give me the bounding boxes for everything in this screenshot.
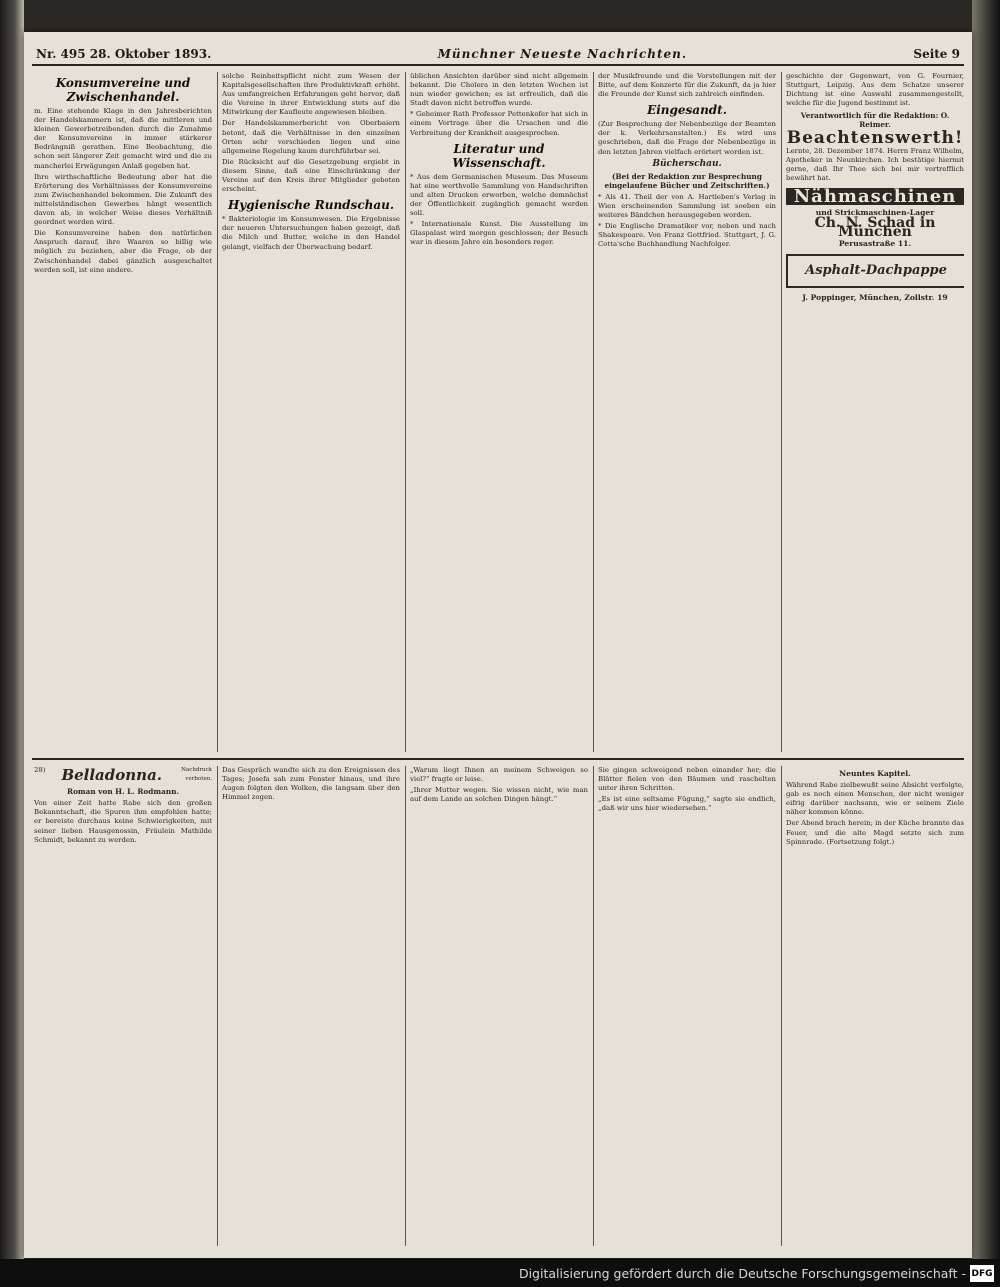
novel-paragraph: Von einer Zeit hatte Rabe sich den großen Bekanntschaft, die Spuren ihm empfohlen hatte; er bereiste durchaus keine Schwierigkeiten, mit seiner lieben Hausgenossin, Fräulein Mathilde Schmidt, bekannt zu werden. — [34, 799, 212, 844]
column-divider — [217, 72, 218, 752]
novel-column-1 — [34, 766, 212, 1246]
section-heading-hygiene: Hygienische Rundschau. — [227, 198, 395, 213]
novel-byline: Roman von H. L. Rodmann. — [67, 787, 179, 797]
article-paragraph: Der Handelskammerbericht von Oberbaiern betont, daß die Verhältnisse in den einzelnen Orten sehr verschieden liegen und eine allgemeine Regelung kaum durchführbar sei. — [222, 119, 400, 155]
section-heading-literature: Literatur und Wissenschaft. — [452, 141, 546, 170]
issue-date: Nr. 495 28. Oktober 1893. — [36, 47, 212, 61]
novel-paragraph: „Es ist eine seltsame Fügung,“ sagte sie endlich, „daß wir uns hier wiedersehen.“ — [598, 795, 776, 813]
section-note: (Bei der Redaktion zur Besprechung eingelaufene Bücher und Zeitschriften.) — [604, 171, 770, 190]
article-heading: Konsumvereine und Zwischenhandel. — [55, 76, 191, 104]
advertisement-heading: Beachtenswerth! — [786, 127, 964, 148]
chapter-heading: Neuntes Kapitel. — [839, 769, 911, 778]
column-2 — [222, 72, 400, 752]
article-paragraph: * Geheimer Rath Professor Pettenkofer hat sich in einem Vortrage über die Ursachen und die Verbreitung der Krankheit ausgesprochen. — [410, 110, 588, 137]
column-1 — [34, 72, 212, 752]
column-divider — [593, 72, 594, 752]
article-paragraph: * Die Englische Dramatiker vor, neben und nach Shakespeare. Von Franz Gottfried. Stuttgart, J. G. Cotta'sche Buchhandlung Nachfolger. — [598, 222, 776, 249]
sewing-machine-ad-line: und Strickmaschinen-Lager — [815, 208, 935, 218]
article-paragraph: solche Reinheitspflicht nicht zum Wesen der Kapitalsgesellschaften ihre Produktivkraft erhöht. Aus umfangreichen Erfahrungen geht hervor, daß die Vereine in ihrer Entwicklung stets auf die Mitwirkung der Kaufleute angewiesen bleiben. — [222, 72, 400, 117]
column-divider — [781, 766, 782, 1246]
article-paragraph: Die Rücksicht auf die Gesetzgebung ergiebt in diesem Sinne, daß eine Einschränkung der Vereine auf den Kreis ihrer Mitglieder geboten erscheint. — [222, 157, 400, 194]
sewing-machine-ad-address: Perusastraße 11. — [838, 239, 912, 249]
novel-paragraph: Sie gingen schweigend neben einander her; die Blätter fielen von den Bäumen und raschelten unter ihren Schritten. — [598, 766, 776, 793]
asphalt-roofing-ad-merchant: J. Poppinger, München, Zollstr. 19 — [802, 292, 948, 302]
dfg-logo-icon: DFG — [970, 1265, 994, 1282]
sewing-machine-ad-banner: Nähmaschinen — [786, 188, 964, 205]
article-paragraph: Ihre wirthschaftliche Bedeutung aber hat die Erörterung des Verhältnisses der Konsumvereine zum Zwischenhandel bekommen. Die Zukunft des mittelständischen Gewerbes hängt wesentlich davon ab, in welcher Weise dieses Verhältniß geordnet werden wird. — [34, 172, 212, 227]
column-divider — [217, 766, 218, 1246]
section-heading-buecherschau: Bücherschau. — [652, 158, 722, 169]
asphalt-roofing-ad-banner: Asphalt-Dachpappe — [786, 254, 964, 288]
article-paragraph: * Als 41. Theil der von A. Hartleben's Verlag in Wien erscheinenden Sammlung ist soeben ein weiteres Bändchen herausgegeben worden. — [598, 192, 776, 220]
book-spine-left — [0, 0, 24, 1287]
column-divider — [405, 72, 406, 752]
article-paragraph: * Bakteriologie im Konsumwesen. Die Ergebnisse der neueren Untersuchungen haben gezeigt, daß die Milch und Butter, welche in den Handel gelangt, vielfach der Überwachung bedarf. — [222, 215, 400, 251]
article-paragraph: * Aus dem Germanischen Museum. Das Museum hat eine werthvolle Sammlung von Handschriften und alten Drucken erworben, welche demnächst der Öffentlichkeit zugänglich gemacht werden soll. — [410, 172, 588, 218]
novel-column-4 — [598, 766, 776, 1246]
article-paragraph: geschichte der Gegenwart, von G. Fournier, Stuttgart, Leipzig. Aus dem Schatze unserer Dichtung ist eine Auswahl zusammengestellt, welche für die Jugend bestimmt ist. — [786, 72, 964, 108]
installment-number: 28) — [34, 766, 46, 774]
article-paragraph: Die Konsumvereine haben den natürlichen Anspruch darauf, ihre Waaren so billig wie möglich zu beziehen, aber die Frage, ob der Zwischenhandel dabei gänzlich ausgeschaltet werden soll, ist eine andere. — [34, 229, 212, 274]
article-paragraph: (Zur Besprechung der Nebenbezüge der Beamten der k. Verkehrsanstalten.) Es wird uns geschrieben, daß die Frage der Nebenbezüge in den letzten Jahren vielfach erörtert worden ist. — [598, 120, 776, 156]
novel-paragraph: „Warum liegt Ihnen an meinem Schweigen so viel?“ fragte er leise. — [410, 766, 588, 784]
column-divider — [405, 766, 406, 1246]
newspaper-title: Münchner Neueste Nachrichten. — [437, 47, 688, 61]
novel-title: Belladonna. — [61, 766, 163, 784]
novel-paragraph: „Ihrer Mutter wegen. Sie wissen nicht, wie man auf dem Lande an solchen Dingen hängt.“ — [410, 786, 588, 804]
article-paragraph: m. Eine stehende Klage in den Jahresberichten der Handelskammern ist, daß die mittleren und kleinen Gewerbetreibenden durch die Zunahme der Konsumvereine in immer stärkerer Bedrängniß gerathen. Eine Beobachtung, die schon seit längerer Zeit gemacht wird und die zu mancherlei Erwägungen Anlaß gegeben hat. — [34, 107, 212, 170]
article-paragraph: der Musikfreunde und die Vorstellungen mit der Bitte, auf dem Konzerte für die Zukunft, da ja hier die Freunde der Kunst sich zahlreich einfinden. — [598, 72, 776, 99]
novel-column-2 — [222, 766, 400, 1246]
section-divider — [32, 758, 964, 760]
column-divider — [781, 72, 782, 752]
article-paragraph: * Internationale Kunst. Die Ausstellung im Glaspalast wird morgen geschlossen; der Besuch war in diesem Jahre ein besonders reger. — [410, 220, 588, 247]
sewing-machine-ad-merchant: Ch. N. Schad in München — [814, 215, 936, 241]
editor-credit: Verantwortlich für die Redaktion: O. Reimer. — [800, 111, 950, 130]
novel-paragraph: Der Abend brach herein; in der Küche brannte das Feuer, und die alte Magd setzte sich zum Spinnrade. (Fortsetzung folgt.) — [786, 819, 964, 846]
novel-column-3 — [410, 766, 588, 1246]
page-number: Seite 9 — [913, 47, 960, 61]
column-4 — [598, 72, 776, 752]
newspaper-page — [24, 32, 972, 1258]
novel-column-5 — [786, 766, 964, 1246]
column-divider — [593, 766, 594, 1246]
digitization-credit: Digitalisierung gefördert durch die Deutsche Forschungsgemeinschaft - — [518, 1266, 966, 1281]
page-header — [32, 44, 964, 66]
reprint-note: Nachdruck verboten. — [181, 767, 212, 783]
article-paragraph: üblichen Ansichten darüber sind nicht allgemein bekannt. Die Cholera in den letzten Wochen ist nun wieder gewichen; es ist erfreulich, daß die Stadt davon nicht betroffen wurde. — [410, 72, 588, 108]
novel-paragraph: Während Rabe zielbewußt seine Absicht verfolgte, gab es noch einen Menschen, der nicht weniger eifrig darüber nachsann, wie er seinem Ziele näher kommen könne. — [786, 781, 964, 817]
advertisement-text: Lernte, 28. Dezember 1874. Herrn Franz Wilhelm, Apotheker in Neunkirchen. Ich bestätige hiermit gerne, daß Ihr Thee sich bei mir vortrefflich bewährt hat. — [786, 146, 964, 182]
column-3 — [410, 72, 588, 752]
novel-paragraph: Das Gespräch wandte sich zu den Ereignissen des Tages; Josefa sah zum Fenster hinaus, und ihre Augen folgten den Wolken, die langsam über den Himmel zogen. — [222, 766, 400, 802]
column-5 — [786, 72, 964, 752]
section-heading-eingesandt: Eingesandt. — [647, 103, 727, 118]
book-edge-right — [972, 0, 1000, 1287]
